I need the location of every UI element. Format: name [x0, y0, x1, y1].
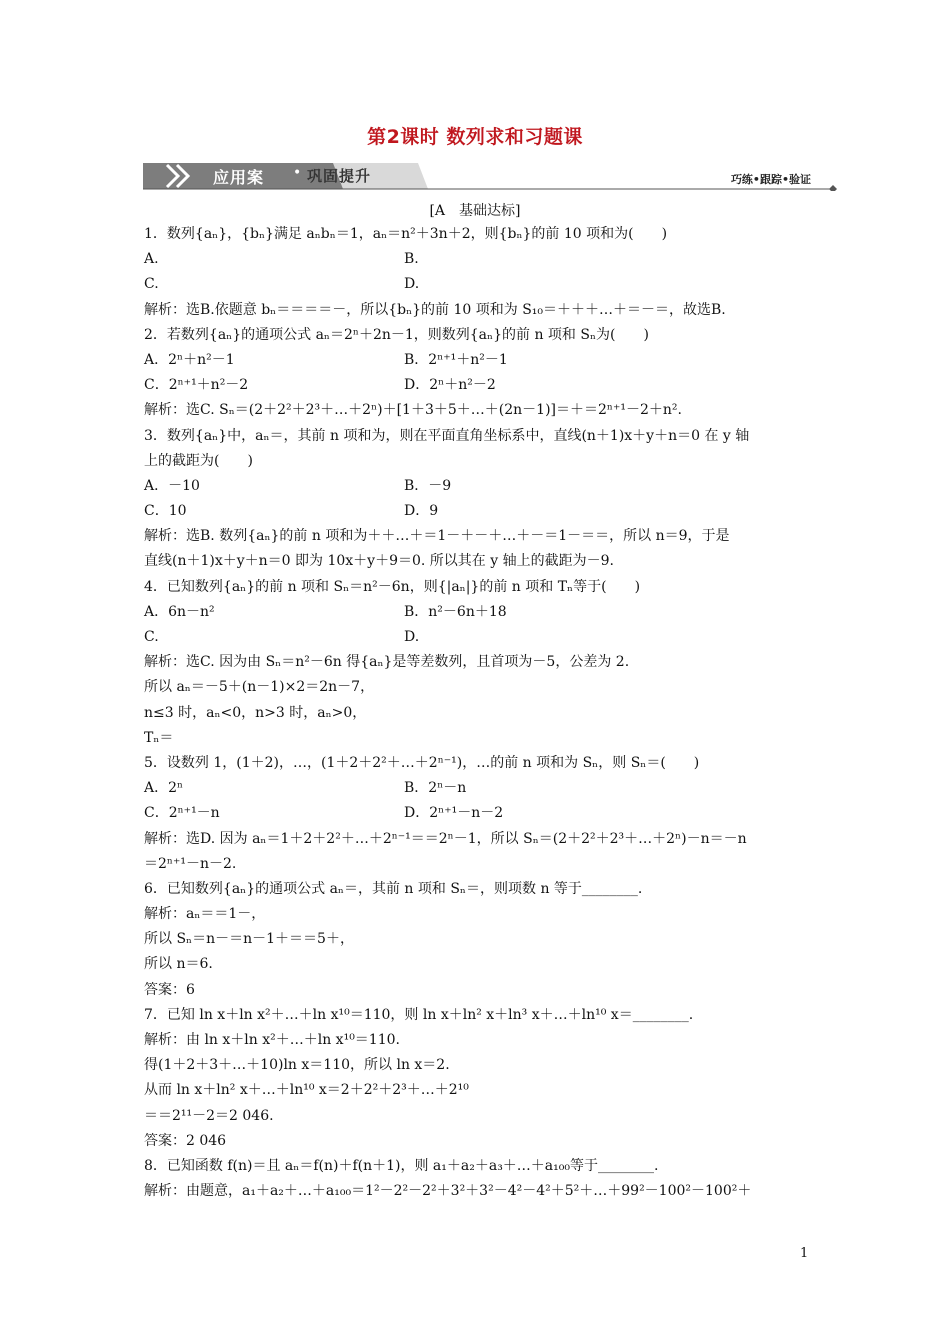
- option-right: D．9: [404, 503, 439, 520]
- line-text: A．6n－n²: [144, 603, 215, 620]
- line-text: C．2ⁿ⁺¹－n: [144, 805, 220, 822]
- line-text: 3．数列{aₙ}中，aₙ＝，其前 n 项和为，则在平面直角坐标系中，直线(n＋1)x＋y＋n＝0 在 y 轴: [144, 427, 750, 444]
- text-line: [144, 272, 814, 297]
- text-line: [144, 701, 814, 726]
- line-text: 解析：由题意，a₁＋a₂＋…＋a₁₀₀＝1²－2²－2²＋3²＋3²－4²－4²＋5²＋…＋99²－100²－100²＋: [144, 1183, 752, 1200]
- line-text: n≤3 时，aₙ<0，n>3 时，aₙ>0，: [144, 704, 367, 721]
- option-right: D．2ⁿ⁺¹－n－2: [404, 805, 504, 822]
- banner-subtitle: 巩固提升: [307, 167, 372, 185]
- option-right: D.: [404, 276, 420, 293]
- line-text: 所以 n＝6.: [144, 956, 213, 973]
- text-line: [144, 1003, 814, 1028]
- line-text: 直线(n＋1)x＋y＋n＝0 即为 10x＋y＋9＝0. 所以其在 y 轴上的截距为－9.: [144, 553, 614, 570]
- line-text: 解析：选D. 因为 aₙ＝1＋2＋2²＋…＋2ⁿ⁻¹＝＝2ⁿ－1，所以 Sₙ＝(2＋2²＋2³＋…＋2ⁿ)－n＝－n: [144, 830, 747, 847]
- option-right: B．2ⁿ－n: [404, 780, 467, 797]
- text-line: [144, 474, 814, 499]
- text-line: [144, 499, 814, 524]
- text-line: [144, 449, 814, 474]
- text-line: [144, 827, 814, 852]
- line-text: 所以 Sₙ＝n－＝n－1＋＝＝5＋，: [144, 931, 354, 948]
- option-right: B.: [404, 251, 419, 268]
- line-text: 从而 ln x＋ln² x＋…＋ln¹⁰ x＝2＋2²＋2³＋…＋2¹⁰: [144, 1082, 469, 1099]
- line-text: 8．已知函数 f(n)＝且 aₙ＝f(n)＋f(n＋1)，则 a₁＋a₂＋a₃＋…＋a₁₀₀等于________.: [144, 1157, 659, 1174]
- page-title: 第2课时 数列求和习题课: [367, 126, 583, 148]
- option-right: B．2ⁿ⁺¹＋n²－1: [404, 351, 508, 368]
- line-text: A．2ⁿ＋n²－1: [144, 351, 235, 368]
- line-text: C.: [144, 629, 159, 645]
- line-text: 解析：由 ln x＋ln x²＋…＋ln x¹⁰＝110.: [144, 1032, 400, 1048]
- text-line: [144, 348, 814, 373]
- text-line: [144, 398, 814, 423]
- text-line: [144, 549, 814, 574]
- line-text: 解析：aₙ＝＝1－，: [144, 906, 266, 923]
- line-text: C．2ⁿ⁺¹＋n²－2: [144, 377, 249, 394]
- option-right: D.: [404, 629, 420, 645]
- text-line: [144, 726, 814, 751]
- option-right: B．－9: [404, 477, 452, 494]
- text-line: [144, 1179, 814, 1204]
- line-text: ＝2ⁿ⁺¹－n－2.: [144, 855, 237, 872]
- line-text: 答案：2 046: [144, 1132, 227, 1149]
- document-body: [144, 222, 814, 1204]
- text-line: [144, 600, 814, 625]
- line-text: 解析：选C. Sₙ＝(2＋2²＋2³＋…＋2ⁿ)＋[1＋3＋5＋…＋(2n－1)]＝＋＝2ⁿ⁺¹－2＋n².: [144, 402, 682, 419]
- text-line: [144, 1129, 814, 1154]
- text-line: [144, 524, 814, 549]
- text-line: [144, 1053, 814, 1078]
- line-text: 5．设数列 1，(1＋2)，…，(1＋2＋2²＋…＋2ⁿ⁻¹)，…的前 n 项和为 Sₙ，则 Sₙ＝( ): [144, 754, 700, 771]
- text-line: [144, 877, 814, 902]
- text-line: [144, 902, 814, 927]
- option-right: B．n²－6n＋18: [404, 603, 507, 620]
- line-text: 解析：选B. 数列{aₙ}的前 n 项和为＋＋…＋＝1－＋－＋…＋－＝1－＝＝，所以 n＝9，于是: [144, 528, 730, 545]
- text-line: [144, 801, 814, 826]
- line-text: 1．数列{aₙ}，{bₙ}满足 aₙbₙ＝1，aₙ＝n²＋3n＋2，则{bₙ}的前 10 项和为( ): [144, 226, 668, 242]
- text-line: [144, 298, 814, 323]
- line-text: C.: [144, 276, 159, 293]
- text-line: [144, 675, 814, 700]
- text-line: [144, 247, 814, 272]
- text-line: [144, 1078, 814, 1103]
- line-text: 所以 aₙ＝－5＋(n－1)×2＝2n－7，: [144, 679, 375, 696]
- banner-label: 应用案: [213, 168, 265, 187]
- text-line: [144, 852, 814, 877]
- line-text: A．－10: [144, 477, 200, 494]
- text-line: [144, 978, 814, 1003]
- text-line: [144, 222, 814, 247]
- text-line: [144, 373, 814, 398]
- line-text: 解析：选B.依题意 bₙ＝＝＝＝－，所以{bₙ}的前 10 项和为 S₁₀＝＋＋＋…＋＝－＝，故选B.: [144, 301, 726, 318]
- page-number: 1: [800, 1246, 809, 1261]
- text-line: [144, 927, 814, 952]
- text-line: [144, 776, 814, 801]
- line-text: 6．已知数列{aₙ}的通项公式 aₙ＝，其前 n 项和 Sₙ＝，则项数 n 等于________.: [144, 880, 643, 897]
- text-line: [144, 751, 814, 776]
- text-line: [144, 625, 814, 650]
- line-text: 4．已知数列{aₙ}的前 n 项和 Sₙ＝n²－6n，则{|aₙ|}的前 n 项和 Tₙ等于( ): [144, 578, 641, 595]
- text-line: [144, 424, 814, 449]
- text-line: [144, 1104, 814, 1129]
- line-text: 得(1＋2＋3＋…＋10)ln x＝110，所以 ln x＝2.: [144, 1057, 450, 1074]
- text-line: [144, 952, 814, 977]
- line-text: 2．若数列{aₙ}的通项公式 aₙ＝2ⁿ＋2n－1，则数列{aₙ}的前 n 项和 Sₙ为( ): [144, 326, 649, 343]
- text-line: [144, 575, 814, 600]
- banner-right-label: 巧练•跟踪•验证: [730, 173, 811, 186]
- line-text: 上的截距为( ): [144, 452, 253, 469]
- line-text: 解析：选C. 因为由 Sₙ＝n²－6n 得{aₙ}是等差数列，且首项为－5，公差为 2.: [144, 654, 630, 671]
- line-text: 7．已知 ln x＋ln x²＋…＋ln x¹⁰＝110，则 ln x＋ln² x＋ln³ x＋…＋ln¹⁰ x＝________.: [144, 1006, 694, 1023]
- banner-dot: •: [293, 165, 302, 181]
- section-title: [A 基础达标]: [429, 203, 521, 219]
- line-text: A．2ⁿ: [144, 780, 184, 797]
- section-banner: [143, 161, 843, 191]
- option-right: D．2ⁿ＋n²－2: [404, 377, 496, 394]
- text-line: [144, 1028, 814, 1053]
- text-line: [144, 650, 814, 675]
- line-text: A.: [144, 251, 159, 268]
- line-text: Tₙ＝: [144, 729, 174, 746]
- text-line: [144, 1154, 814, 1179]
- line-text: ＝＝2¹¹－2＝2 046.: [144, 1107, 274, 1124]
- text-line: [144, 323, 814, 348]
- line-text: 答案：6: [144, 981, 195, 998]
- line-text: C．10: [144, 503, 187, 520]
